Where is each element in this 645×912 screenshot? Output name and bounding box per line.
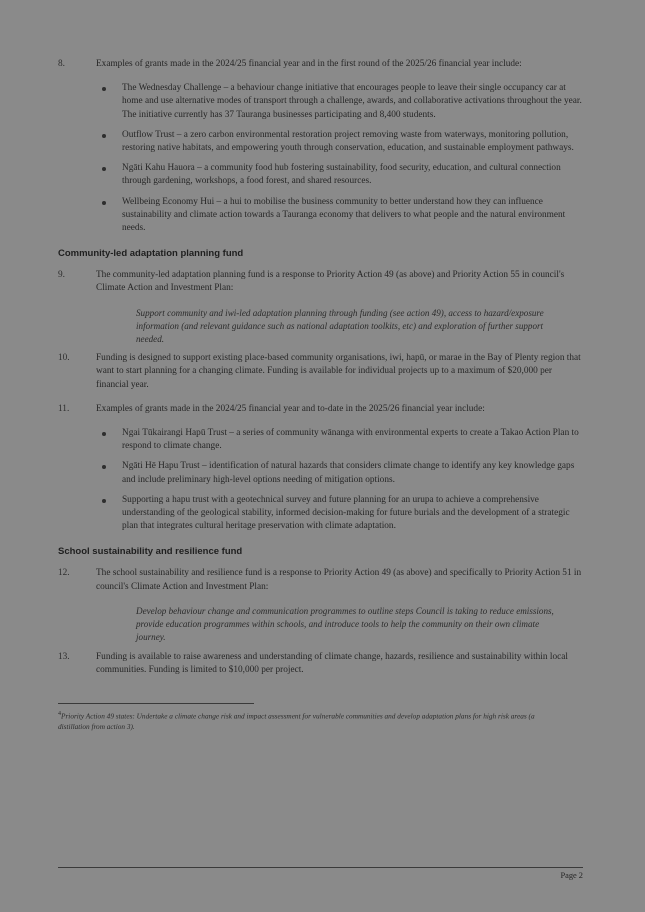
list-item xyxy=(96,162,583,188)
numbered-paragraph xyxy=(58,403,583,416)
paragraph-number: 8. xyxy=(58,59,65,69)
list-item-text: Ngāti Kahu Hauora – a community food hub fostering sustainability, food security, education, and cultural connection through gardening, workshops, a food forest, and shared resources. xyxy=(122,163,561,187)
bullet-dot-icon xyxy=(96,129,122,143)
paragraph-number: 12. xyxy=(58,568,70,579)
blockquote: Develop behaviour change and communication programmes to outline steps Council is taking to reduce emissions, provide education programmes within schools, and introduce tools to help the community on their own climate journey. xyxy=(136,605,554,643)
paragraph-text: Funding is available to raise awareness and understanding of climate change, hazards, resilience and sustainability within local communities. Funding is limited to $10,000 per project. xyxy=(96,651,568,675)
paragraph-text: The school sustainability and resilience fund is a response to Priority Action 49 (as above) and specifically to Priority Action 51 in council's Climate Action and Investment Plan: xyxy=(96,568,582,592)
paragraph-text: The community-led adaptation planning fund is a response to Priority Action 49 (as above) and Priority Action 55 in council's Climate Action and Investment Plan: xyxy=(96,270,565,294)
bullet-list-items xyxy=(96,427,583,533)
document-content xyxy=(58,58,583,732)
bullet-dot-icon xyxy=(96,196,122,210)
footnote-marker: 4 xyxy=(58,710,61,717)
section-heading-school-sustainability: School sustainability and resilience fund xyxy=(58,546,243,558)
list-item-text: Ngāti Hē Hapu Trust – identification of natural hazards that considers climate change to identify any key knowledge gaps and include preliminary high-level options needing of mitigation options. xyxy=(122,461,575,485)
paragraph-text: Examples of grants made in the 2024/25 financial year and in the first round of the 2025/26 financial year include: xyxy=(96,59,522,69)
page-number: Page 2 xyxy=(560,871,583,880)
list-item-text: Ngai Tūkairangi Hapū Trust – a series of community wānanga with environmental experts to create a Takao Action Plan to respond to climate change. xyxy=(122,428,579,452)
paragraph-text: Examples of grants made in the 2024/25 financial year and to-date in the 2025/26 financial year include: xyxy=(96,403,485,414)
numbered-paragraph xyxy=(58,352,583,392)
list-item xyxy=(96,129,583,155)
numbered-paragraph xyxy=(58,269,583,295)
list-item-text: Outflow Trust – a zero carbon environmental restoration project removing waste from waterways, monitoring pollution, restoring native habitats, and empowering youth through conservation, education, and sustainable employment pathways. xyxy=(122,129,574,154)
footnote-divider xyxy=(58,703,254,704)
bullet-dot-icon xyxy=(96,494,122,508)
bullet-list-items xyxy=(96,82,583,235)
page-footer xyxy=(58,867,583,880)
list-item xyxy=(96,427,583,453)
list-item-text: The Wednesday Challenge – a behaviour change initiative that encourages people to leave their single occupancy car at home and use alternative modes of transport through a challenge, awards, and collaborative activations throughout the year. The initiative currently has 37 Tauranga businesses participating and 8,400 students. xyxy=(122,83,582,120)
blockquote: Support community and iwi-led adaptation planning through funding (see action 49), access to hazard/exposure information (and relevant guidance such as national adaptation toolkits, etc) and exploration of further support needed. xyxy=(136,307,544,345)
paragraph-number: 13. xyxy=(58,651,70,662)
numbered-paragraph xyxy=(58,567,583,593)
footnote-text: Priority Action 49 states: Undertake a climate change risk and impact assessment for vulnerable communities and develop adaptation plans for high risk areas (a distillation from action 3). xyxy=(58,711,535,731)
list-item xyxy=(96,494,583,534)
list-item xyxy=(96,82,583,122)
numbered-paragraph xyxy=(58,651,583,677)
paragraph-number: 10. xyxy=(58,353,70,364)
bullet-dot-icon xyxy=(96,427,122,441)
paragraph-number: 9. xyxy=(58,270,65,281)
footer-divider xyxy=(58,867,583,868)
bullet-list xyxy=(96,427,583,533)
bullet-dot-icon xyxy=(96,162,122,176)
section-heading-community-led-adaptation: Community-led adaptation planning fund xyxy=(58,248,244,260)
list-item-text: Wellbeing Economy Hui – a hui to mobilise the business community to better understand how they can influence sustainability and climate action towards a Tauranga economy that delivers to what people and the natural environment needs. xyxy=(122,196,566,234)
footnote xyxy=(58,709,548,732)
list-item-text: Supporting a hapu trust with a geotechnical survey and future planning for an urupa to achieve a comprehensive understanding of the geological stability, informed decision-making for future burials and the development of a strategic plan that integrates cultural heritage preservation with climate adaptation. xyxy=(122,494,570,532)
bullet-list xyxy=(96,82,583,235)
numbered-paragraph xyxy=(58,58,583,71)
paragraph-text: Funding is designed to support existing place-based community organisations, iwi, hapū, or marae in the Bay of Plenty region that want to start planning for a changing climate. Funding is available for individual projects up to a maximum of $20,000 per financial year. xyxy=(96,353,581,390)
bullet-dot-icon xyxy=(96,82,122,96)
list-item xyxy=(96,460,583,486)
list-item xyxy=(96,196,583,236)
paragraph-number: 11. xyxy=(58,403,70,414)
bullet-dot-icon xyxy=(96,460,122,474)
